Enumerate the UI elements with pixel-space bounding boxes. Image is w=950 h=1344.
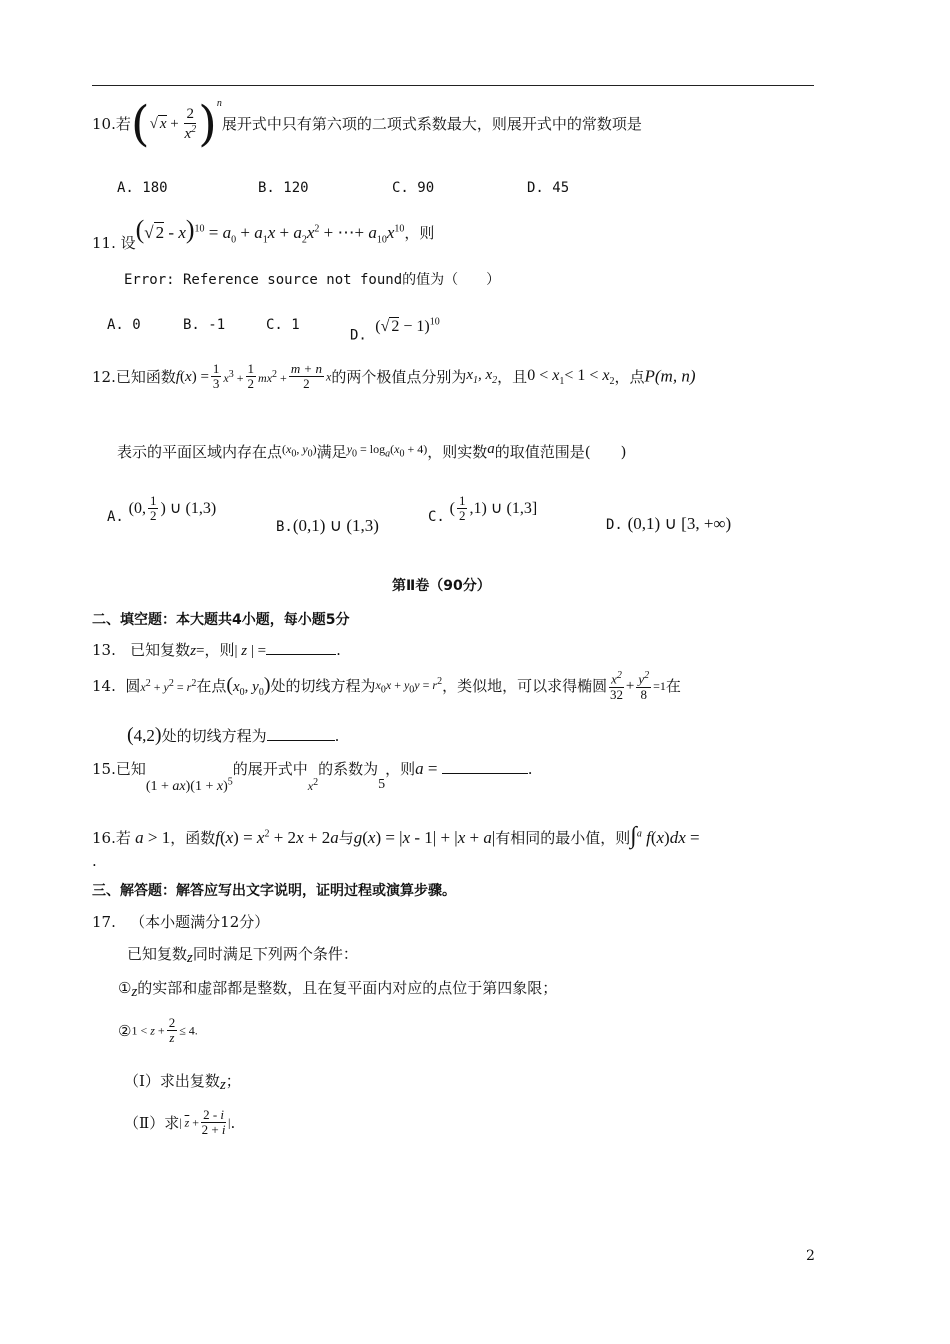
q10-text: 展开式中只有第六项的二项式系数最大，则展开式中的常数项是 bbox=[221, 115, 642, 133]
q12-f-eq: (x) = bbox=[180, 368, 209, 385]
q17-score: （本小题满分12分） bbox=[130, 913, 270, 931]
q14-t2: 在点 bbox=[196, 676, 227, 695]
q11-option-a: A. 0 bbox=[107, 317, 141, 333]
q17-c2-marker: ② bbox=[118, 1021, 132, 1040]
q15-eq: = bbox=[423, 759, 442, 778]
q17-number: 17. bbox=[92, 913, 116, 931]
q12-number: 12.已知函数 bbox=[92, 367, 176, 386]
q17-p1-text: （Ⅰ）求出复数 bbox=[124, 1072, 220, 1090]
question-10 bbox=[92, 98, 642, 162]
q13-eq: = bbox=[196, 643, 205, 659]
q10-option-b: B. 120 bbox=[258, 180, 309, 196]
section-2-heading: 二、填空题：本大题共4小题，每小题5分 bbox=[92, 612, 350, 628]
q12-option-a-tail: ) ∪ (1,3) bbox=[160, 499, 217, 517]
q16-t3: 有相同的最小值，则 bbox=[495, 829, 631, 847]
q15-coefficient: 5 bbox=[378, 777, 386, 792]
q12-frac-3: $\frac{m + n}{2}$ bbox=[290, 361, 322, 392]
question-17 bbox=[92, 913, 269, 931]
q12-option-b-label: B. bbox=[276, 519, 293, 535]
q12-frac-2: $\frac{1}{2}$ bbox=[247, 361, 255, 392]
q13-text: 已知复数 bbox=[130, 641, 191, 659]
q12-line2b: 满足 bbox=[316, 443, 347, 461]
q12-option-a bbox=[107, 494, 216, 526]
q16-dot: . bbox=[92, 852, 97, 870]
q12-option-c-frac: $\frac{1}{2}$ bbox=[458, 493, 466, 524]
q12-term-2: $mx^2$ + bbox=[258, 368, 287, 385]
q15-answer-blank[interactable] bbox=[442, 773, 528, 774]
q17-p2-expr: | $\overline{z}$ + bbox=[179, 1115, 200, 1130]
q14-end: . bbox=[334, 727, 340, 745]
q15-end: . bbox=[527, 760, 533, 778]
q12-mid3: ，点 bbox=[614, 367, 645, 386]
q17-p2-frac: $\frac{2 - i}{2 + i}$ bbox=[201, 1107, 226, 1138]
q14-line2: 处的切线方程为 bbox=[161, 727, 267, 745]
q16-f-function: $f(x) = x^2 + 2x + 2a$ bbox=[215, 828, 339, 847]
question-11 bbox=[92, 214, 434, 252]
q15-t2: 的系数为 bbox=[318, 760, 379, 778]
q12-term-1: $x^3$ + bbox=[223, 368, 244, 385]
q17-var-z-1: z bbox=[187, 950, 193, 966]
q11-option-b: B. -1 bbox=[183, 317, 226, 333]
q14-point: ($x_0$, $y_0$) bbox=[226, 673, 271, 698]
question-13 bbox=[92, 641, 341, 660]
q14-t5: 在 bbox=[665, 676, 681, 695]
q10-fraction: $\frac{2}{x^2}$ bbox=[184, 106, 197, 142]
q16-t1: ，函数 bbox=[170, 829, 216, 847]
q14-eq-one: =1 bbox=[653, 678, 666, 693]
q14-t4: ，类似地，可以求得椭圆 bbox=[442, 676, 608, 695]
q14-line-2 bbox=[127, 723, 339, 747]
q17-var-z-2: z bbox=[131, 984, 138, 1000]
q13-end: . bbox=[336, 641, 341, 659]
q12-option-a-formula: (0, bbox=[128, 499, 146, 517]
q15-t3: ，则 bbox=[385, 760, 416, 778]
q13-number: 13. bbox=[92, 641, 116, 659]
q14-t1: 圆 bbox=[125, 676, 141, 695]
q12-option-d bbox=[606, 514, 731, 534]
q17-part-1 bbox=[124, 1072, 241, 1094]
q17-p2-close: | bbox=[228, 1115, 231, 1130]
q17-intro-text: 已知复数 bbox=[127, 945, 188, 963]
q17-var-z-3: z bbox=[219, 1077, 226, 1093]
q12-frac-1: $\frac{1}{3}$ bbox=[212, 361, 220, 392]
q11-option-d-formula: (√ 2 − 1)$^{10}$ bbox=[375, 317, 440, 336]
q12-inequality: $0 < x_1< 1 < x_2$ bbox=[527, 366, 615, 387]
q12-option-c-label: C. bbox=[428, 508, 445, 525]
q12-f-of-x: f bbox=[175, 368, 181, 385]
question-14 bbox=[92, 670, 681, 702]
q14-ellipse-point: (4,2) bbox=[127, 724, 162, 746]
q17-condition-2 bbox=[118, 1016, 198, 1046]
q12-mid2: ，且 bbox=[497, 367, 528, 386]
q12-line2a: 表示的平面区域内存在点 bbox=[117, 443, 283, 461]
q12-option-b-formula: (0,1) ∪ (1,3) bbox=[292, 516, 379, 535]
q12-option-d-label: D. bbox=[606, 517, 623, 533]
q17-c2-right: ≤ 4. bbox=[179, 1023, 198, 1038]
page-number: 2 bbox=[806, 1248, 815, 1264]
q10-formula-close: ) bbox=[198, 96, 217, 152]
q13-answer-blank[interactable] bbox=[266, 654, 336, 655]
q12-option-a-frac: $\frac{1}{2}$ bbox=[149, 493, 157, 524]
q12-option-d-formula: (0,1) ∪ [3, +∞) bbox=[627, 514, 732, 533]
q17-c1-text: 的实部和虚部都是整数，且在复平面内对应的点位于第四象限； bbox=[137, 979, 558, 997]
section-2-title: 第Ⅱ卷（90分） bbox=[392, 578, 491, 594]
q17-p2-end: . bbox=[230, 1113, 236, 1132]
q17-intro-text-2: 同时满足下列两个条件： bbox=[192, 945, 358, 963]
q16-g-function: g(x) = |x - 1| + |x + a| bbox=[353, 828, 496, 847]
q15-expression: $(1 + ax)(1 + x)^5$ bbox=[145, 776, 233, 794]
q15-var-a: a bbox=[415, 759, 424, 778]
q16-t2: 与 bbox=[338, 829, 354, 847]
q13-var-z: z bbox=[190, 643, 197, 659]
q17-part-2 bbox=[124, 1108, 235, 1138]
q12-option-c-tail: ,1) ∪ (1,3] bbox=[469, 499, 538, 517]
q13-tail: ，则 bbox=[204, 641, 235, 659]
q14-answer-blank[interactable] bbox=[267, 740, 335, 741]
q12-option-c-formula: ( bbox=[449, 499, 455, 517]
q14-tangent-eq: $x_0x + y_0y = r^2$ bbox=[375, 675, 443, 696]
q11-option-c: C. 1 bbox=[266, 317, 300, 333]
q12-line-2 bbox=[117, 440, 626, 461]
q12-log-equation: y0 = loga(x0 + 4) bbox=[346, 442, 428, 460]
q12-line2c: ，则实数 bbox=[427, 443, 488, 461]
q14-frac-y: $\frac{y^2}{8}$ bbox=[638, 670, 650, 702]
section-3-heading: 三、解答题：解答应写出文字说明，证明过程或演算步骤。 bbox=[92, 883, 456, 899]
q12-term-3: x bbox=[325, 369, 332, 384]
q10-option-c: C. 90 bbox=[392, 180, 435, 196]
q12-point-p: P(m, n) bbox=[644, 366, 696, 386]
q12-x1x2: $x_1$, $x_2$ bbox=[466, 367, 498, 387]
q14-plus: + bbox=[625, 677, 635, 694]
q10-number: 10.若 bbox=[92, 115, 131, 133]
q16-number: 16.若 bbox=[92, 829, 131, 847]
q14-t3: 处的切线方程为 bbox=[270, 676, 376, 695]
question-15 bbox=[92, 759, 533, 796]
q11-formula: (√ $2 - x)^{10} = a_0 + a_1x + a_2x^2$ + ⋯+ $a_{10}x^{10}$ bbox=[135, 215, 405, 246]
q17-c1-marker: ① bbox=[118, 979, 132, 997]
q13-abs-z: | z | = bbox=[234, 643, 267, 659]
q10-exponent: n bbox=[216, 98, 222, 109]
q12-option-c bbox=[428, 494, 537, 526]
q12-mid1: 的两个极值点分别为 bbox=[331, 367, 467, 386]
q15-x-squared: x2 bbox=[307, 777, 319, 793]
q17-p1-end: ； bbox=[225, 1072, 241, 1090]
q14-number: 14. bbox=[92, 676, 116, 695]
q11-option-d-label: D. bbox=[350, 327, 367, 344]
q15-t1: 的展开式中 bbox=[232, 760, 308, 778]
q10-option-a: A. 180 bbox=[117, 180, 168, 196]
q10-formula-open: ( bbox=[130, 96, 150, 152]
q11-option-d bbox=[350, 317, 440, 344]
q16-integral: ∫$^a$ f(x)dx = bbox=[630, 823, 700, 849]
q10-formula: √ x + bbox=[149, 116, 183, 132]
q17-c2-left: 1 < z + bbox=[131, 1023, 165, 1038]
q11-number: 11. 设 bbox=[92, 234, 136, 252]
q12-point-x0y0: (x0, y0) bbox=[282, 442, 317, 460]
header-rule bbox=[92, 85, 814, 86]
q17-intro bbox=[127, 945, 358, 967]
q12-option-a-label: A. bbox=[107, 508, 124, 525]
q11-error-text: Error: Reference source not found的值为（ ） bbox=[124, 272, 501, 288]
q12-option-b bbox=[276, 516, 379, 536]
q17-p2-text: （Ⅱ）求 bbox=[124, 1113, 180, 1132]
q16-condition: a > 1 bbox=[135, 828, 171, 847]
q14-circle-eq: $x^2 + y^2 = r^2$ bbox=[140, 677, 197, 694]
q15-number: 15.已知 bbox=[92, 760, 146, 778]
q17-c2-frac: $\frac{2}{z}$ bbox=[168, 1015, 176, 1046]
q11-tail: ，则 bbox=[404, 224, 435, 242]
q10-option-d: D. 45 bbox=[527, 180, 570, 196]
q12-var-a: a bbox=[487, 441, 495, 457]
q17-condition-1 bbox=[118, 979, 557, 1001]
question-12 bbox=[92, 362, 695, 392]
q14-frac-x: $\frac{x^2}{32}$ bbox=[609, 670, 623, 702]
question-16 bbox=[92, 822, 700, 851]
q12-line2d: 的取值范围是( ) bbox=[494, 443, 627, 461]
